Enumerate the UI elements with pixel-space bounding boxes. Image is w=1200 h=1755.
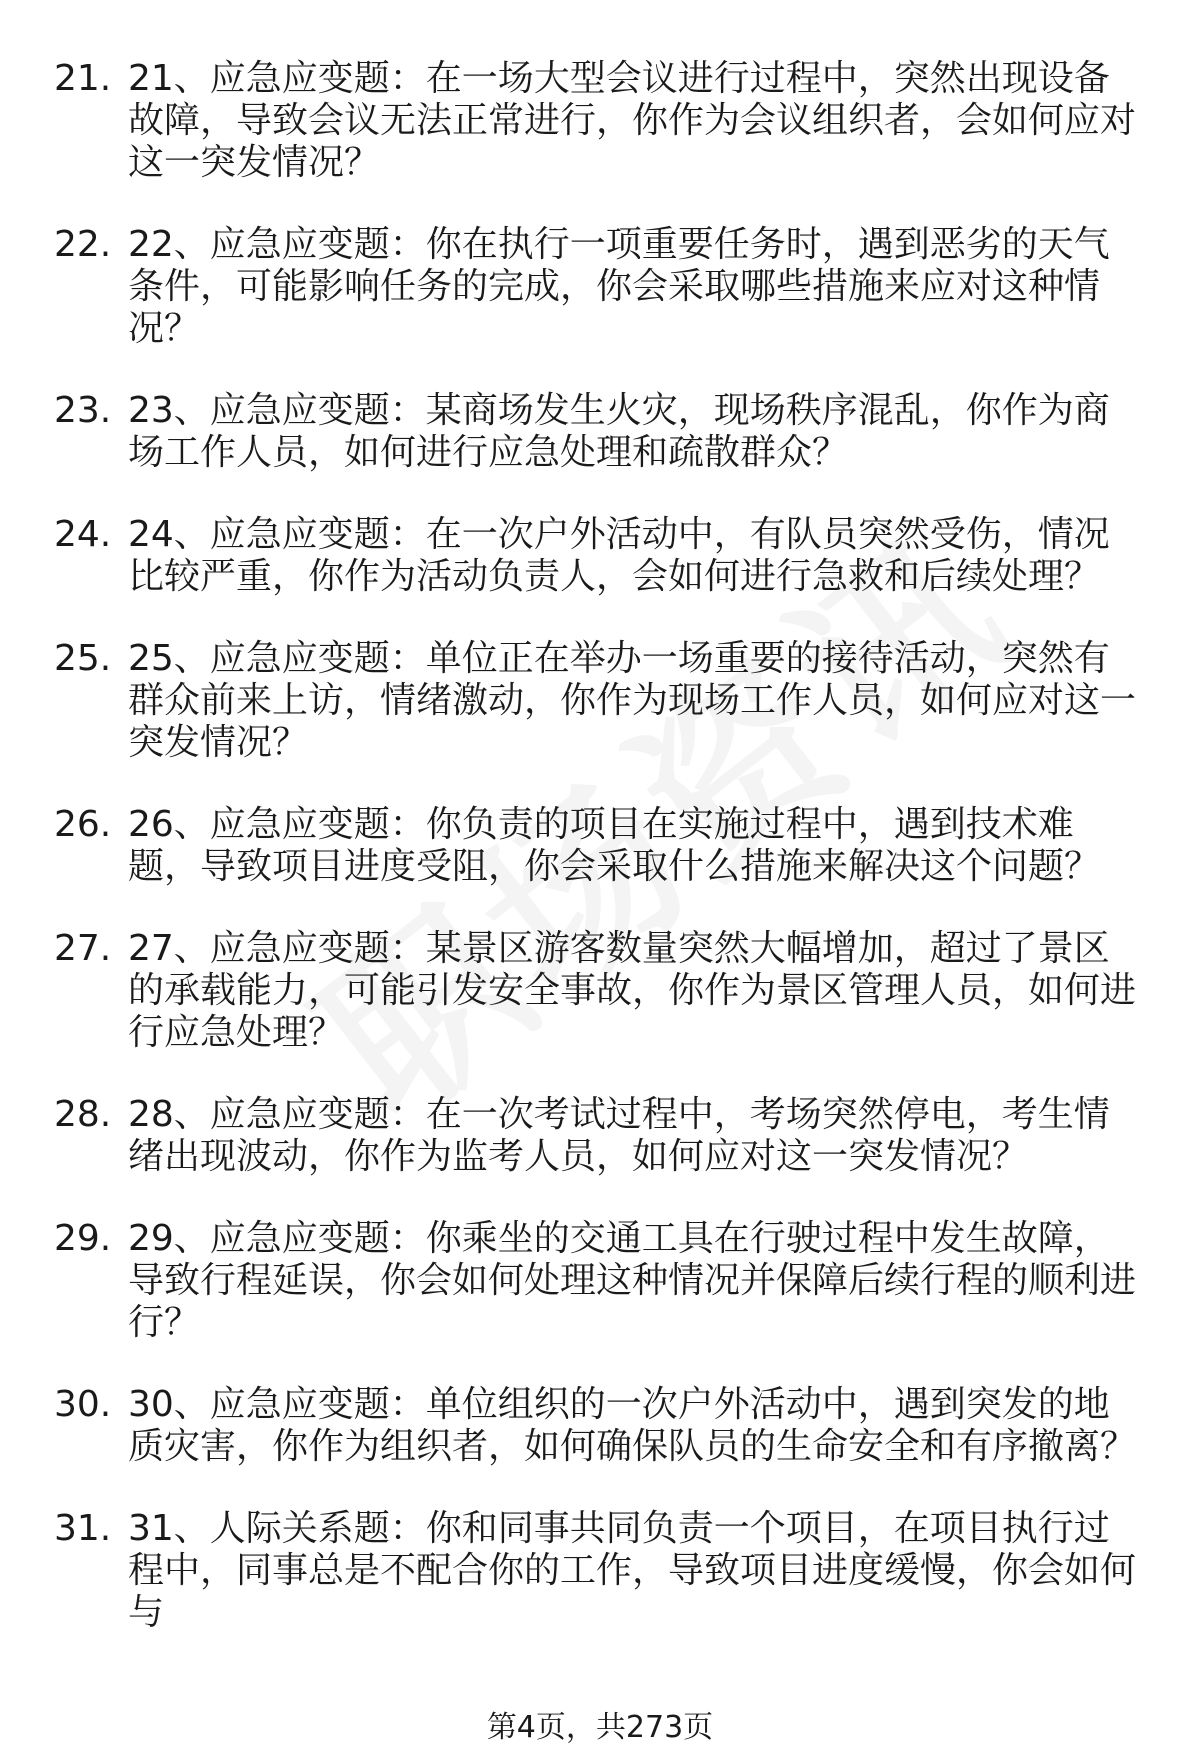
question-text: 26、应急应变题：你负责的项目在实施过程中，遇到技术难题，导致项目进度受阻，你会采取什么措施来解决这个问题？ (128, 804, 1101, 887)
question-number: 22. (54, 224, 112, 265)
question-text: 22、应急应变题：你在执行一项重要任务时，遇到恶劣的天气条件，可能影响任务的完成，你会采取哪些措施来应对这种情况？ (128, 224, 1110, 349)
page-footer: 第4页，共273页 (486, 1710, 714, 1745)
question-item (0, 638, 1200, 764)
question-item (0, 1384, 1200, 1468)
question-text: 28、应急应变题：在一次考试过程中，考场突然停电，考生情绪出现波动，你作为监考人员，如何应对这一突发情况？ (128, 1094, 1110, 1177)
question-text: 30、应急应变题：单位组织的一次户外活动中，遇到突发的地质灾害，你作为组织者，如何确保队员的生命安全和有序撤离？ (128, 1384, 1137, 1467)
question-text: 29、应急应变题：你乘坐的交通工具在行驶过程中发生故障，导致行程延误，你会如何处理这种情况并保障后续行程的顺利进行？ (128, 1218, 1137, 1343)
question-text: 27、应急应变题：某景区游客数量突然大幅增加，超过了景区的承载能力，可能引发安全事故，你作为景区管理人员，如何进行应急处理？ (128, 928, 1137, 1053)
question-item (0, 1218, 1200, 1344)
question-number: 28. (54, 1094, 112, 1135)
question-item (0, 1508, 1200, 1634)
question-text: 25、应急应变题：单位正在举办一场重要的接待活动，突然有群众前来上访，情绪激动，你作为现场工作人员，如何应对这一突发情况？ (128, 638, 1137, 763)
question-item (0, 804, 1200, 888)
question-text: 23、应急应变题：某商场发生火灾，现场秩序混乱，你作为商场工作人员，如何进行应急处理和疏散群众？ (128, 390, 1110, 473)
question-number: 29. (54, 1218, 112, 1259)
question-number: 30. (54, 1384, 112, 1425)
question-number: 25. (54, 638, 112, 679)
question-number: 27. (54, 928, 112, 969)
question-item (0, 514, 1200, 598)
question-list (0, 58, 1200, 1674)
question-number: 21. (54, 58, 112, 99)
question-number: 31. (54, 1508, 112, 1549)
question-item (0, 224, 1200, 350)
question-number: 24. (54, 514, 112, 555)
question-item (0, 928, 1200, 1054)
question-item (0, 1094, 1200, 1178)
question-number: 23. (54, 390, 112, 431)
question-text: 31、人际关系题：你和同事共同负责一个项目，在项目执行过程中，同事总是不配合你的工作，导致项目进度缓慢，你会如何与 (128, 1508, 1137, 1633)
question-number: 26. (54, 804, 112, 845)
question-item (0, 58, 1200, 184)
question-text: 24、应急应变题：在一次户外活动中，有队员突然受伤，情况比较严重，你作为活动负责人，会如何进行急救和后续处理？ (128, 514, 1110, 597)
question-item (0, 390, 1200, 474)
question-text: 21、应急应变题：在一场大型会议进行过程中，突然出现设备故障，导致会议无法正常进行，你作为会议组织者，会如何应对这一突发情况？ (128, 58, 1137, 183)
